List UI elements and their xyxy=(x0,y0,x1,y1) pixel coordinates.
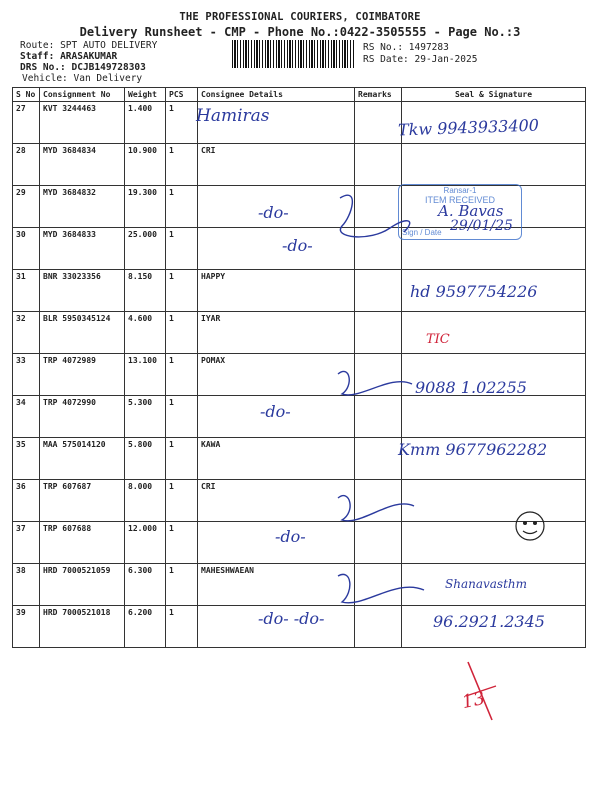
cell-consignment: TRP 607687 xyxy=(40,480,125,522)
staff-label: Staff: xyxy=(20,51,55,62)
stamp-line-2: ITEM RECEIVED xyxy=(424,195,495,205)
col-header-consignee: Consignee Details xyxy=(198,88,355,102)
cell-pcs: 1 xyxy=(166,228,198,270)
cell-consignment: BNR 33023356 xyxy=(40,270,125,312)
handwritten-ditto: -do- -do- xyxy=(258,609,325,628)
cell-sno: 39 xyxy=(13,606,40,648)
cell-pcs: 1 xyxy=(166,144,198,186)
drs-line xyxy=(20,62,146,73)
handwritten-signature: Kmm 9677962282 xyxy=(398,440,548,459)
cell-signature xyxy=(402,480,586,522)
cell-weight: 10.900 xyxy=(125,144,166,186)
cell-weight: 12.000 xyxy=(125,522,166,564)
cell-consignee: IYAR xyxy=(198,312,355,354)
cell-weight: 5.800 xyxy=(125,438,166,480)
seal-scribble xyxy=(330,186,420,246)
cell-consignee: CRI xyxy=(198,480,355,522)
staff-line xyxy=(20,51,117,62)
handwritten-date: 29/01/25 xyxy=(450,218,513,234)
cell-pcs: 1 xyxy=(166,312,198,354)
cell-pcs: 1 xyxy=(166,270,198,312)
handwritten-ditto: -do- xyxy=(260,402,291,421)
rs-no-value: 1497283 xyxy=(408,42,449,53)
cell-signature xyxy=(402,396,586,438)
cell-consignee: POMAX xyxy=(198,354,355,396)
cell-pcs: 1 xyxy=(166,186,198,228)
cell-remarks xyxy=(355,144,402,186)
stamp-line-3: Sign / Date xyxy=(402,228,442,237)
seal-scribble xyxy=(330,568,430,612)
cell-weight: 6.200 xyxy=(125,606,166,648)
cell-pcs: 1 xyxy=(166,396,198,438)
cell-sno: 27 xyxy=(13,102,40,144)
cell-sno: 38 xyxy=(13,564,40,606)
col-header-sno: S No xyxy=(13,88,40,102)
col-header-pcs: PCS xyxy=(166,88,198,102)
cell-weight: 8.000 xyxy=(125,480,166,522)
cell-consignment: MYD 3684834 xyxy=(40,144,125,186)
seal-scribble xyxy=(330,488,420,528)
cell-consignee: CRI xyxy=(198,144,355,186)
cell-pcs: 1 xyxy=(166,438,198,480)
red-page-count: 13 xyxy=(460,687,487,714)
table-header-row xyxy=(13,88,586,102)
rs-date-label: RS Date: xyxy=(363,54,409,65)
cell-consignment: HRD 7000521018 xyxy=(40,606,125,648)
cell-sno: 28 xyxy=(13,144,40,186)
handwritten-signature: Tkw 9943933400 xyxy=(397,115,540,140)
cell-signature xyxy=(402,522,586,564)
handwritten-ditto: -do- xyxy=(275,527,306,546)
cell-weight: 13.100 xyxy=(125,354,166,396)
cell-pcs: 1 xyxy=(166,102,198,144)
cell-remarks xyxy=(355,312,402,354)
cell-consignment: BLR 5950345124 xyxy=(40,312,125,354)
cell-weight: 1.400 xyxy=(125,102,166,144)
table-row xyxy=(13,480,586,522)
cell-weight: 8.150 xyxy=(125,270,166,312)
col-header-remarks: Remarks xyxy=(355,88,402,102)
cell-consignment: HRD 7000521059 xyxy=(40,564,125,606)
cell-pcs: 1 xyxy=(166,480,198,522)
cell-consignment: MYD 3684833 xyxy=(40,228,125,270)
handwritten-name: Hamiras xyxy=(196,106,270,126)
rs-date-line xyxy=(363,54,477,65)
rs-date-value: 29-Jan-2025 xyxy=(414,54,478,65)
runsheet-table xyxy=(12,87,586,648)
route-label: Route: xyxy=(20,40,55,51)
cell-sno: 29 xyxy=(13,186,40,228)
cell-sno: 31 xyxy=(13,270,40,312)
table-row xyxy=(13,396,586,438)
company-name: THE PROFESSIONAL COURIERS, COIMBATORE xyxy=(179,11,421,23)
col-header-signature: Seal & Signature xyxy=(402,88,586,102)
red-mark: TIC xyxy=(426,332,450,347)
face-doodle xyxy=(510,508,550,544)
cell-consignee: HAPPY xyxy=(198,270,355,312)
handwritten-phone: 96.2921.2345 xyxy=(433,612,545,631)
rs-no-label: RS No.: xyxy=(363,42,404,53)
stamp-line-1: Ransar-1 xyxy=(443,186,477,195)
cell-sno: 35 xyxy=(13,438,40,480)
cell-weight: 6.300 xyxy=(125,564,166,606)
handwritten-ditto: -do- xyxy=(282,236,313,255)
vehicle-label: Vehicle: xyxy=(22,73,68,84)
cell-sno: 34 xyxy=(13,396,40,438)
cell-consignment: MYD 3684832 xyxy=(40,186,125,228)
col-header-consignment: Consignment No xyxy=(40,88,125,102)
cell-consignment: KVT 3244463 xyxy=(40,102,125,144)
cell-pcs: 1 xyxy=(166,564,198,606)
cell-remarks xyxy=(355,438,402,480)
barcode xyxy=(232,40,355,68)
cell-pcs: 1 xyxy=(166,522,198,564)
handwritten-receiver: A. Bavas xyxy=(438,202,504,220)
cell-pcs: 1 xyxy=(166,606,198,648)
cell-weight: 19.300 xyxy=(125,186,166,228)
staff-value: ARASAKUMAR xyxy=(60,51,118,62)
route-line xyxy=(20,40,157,51)
cell-sno: 36 xyxy=(13,480,40,522)
cell-consignee: KAWA xyxy=(198,438,355,480)
rs-number-line xyxy=(363,42,449,53)
handwritten-phone: 9088 1.02255 xyxy=(415,378,527,397)
cell-remarks xyxy=(355,102,402,144)
runsheet-title: Delivery Runsheet - CMP - Phone No.:0422-3505555 - Page No.:3 xyxy=(79,25,521,39)
cell-consignment: TRP 607688 xyxy=(40,522,125,564)
handwritten-name: Shanavasthm xyxy=(445,577,528,591)
cell-consignment: TRP 4072990 xyxy=(40,396,125,438)
cell-signature xyxy=(402,144,586,186)
cell-consignment: TRP 4072989 xyxy=(40,354,125,396)
handwritten-ditto: -do- xyxy=(258,203,289,222)
table-row xyxy=(13,312,586,354)
red-tick xyxy=(462,656,502,726)
cell-pcs: 1 xyxy=(166,354,198,396)
cell-sno: 30 xyxy=(13,228,40,270)
cell-sno: 32 xyxy=(13,312,40,354)
table-row xyxy=(13,144,586,186)
drs-label: DRS No.: xyxy=(20,62,66,73)
handwritten-signature: hd 9597754226 xyxy=(410,282,538,301)
drs-value: DCJB149728303 xyxy=(71,62,146,73)
cell-remarks xyxy=(355,270,402,312)
cell-weight: 25.000 xyxy=(125,228,166,270)
route-value: SPT AUTO DELIVERY xyxy=(60,40,158,51)
cell-consignee: MAHESHWAEAN xyxy=(198,564,355,606)
cell-weight: 5.300 xyxy=(125,396,166,438)
cell-weight: 4.600 xyxy=(125,312,166,354)
vehicle-value: Van Delivery xyxy=(73,73,143,84)
seal-scribble xyxy=(330,364,420,404)
cell-sno: 33 xyxy=(13,354,40,396)
vehicle-line xyxy=(22,73,142,84)
cell-consignment: MAA 575014120 xyxy=(40,438,125,480)
cell-sno: 37 xyxy=(13,522,40,564)
col-header-weight: Weight xyxy=(125,88,166,102)
